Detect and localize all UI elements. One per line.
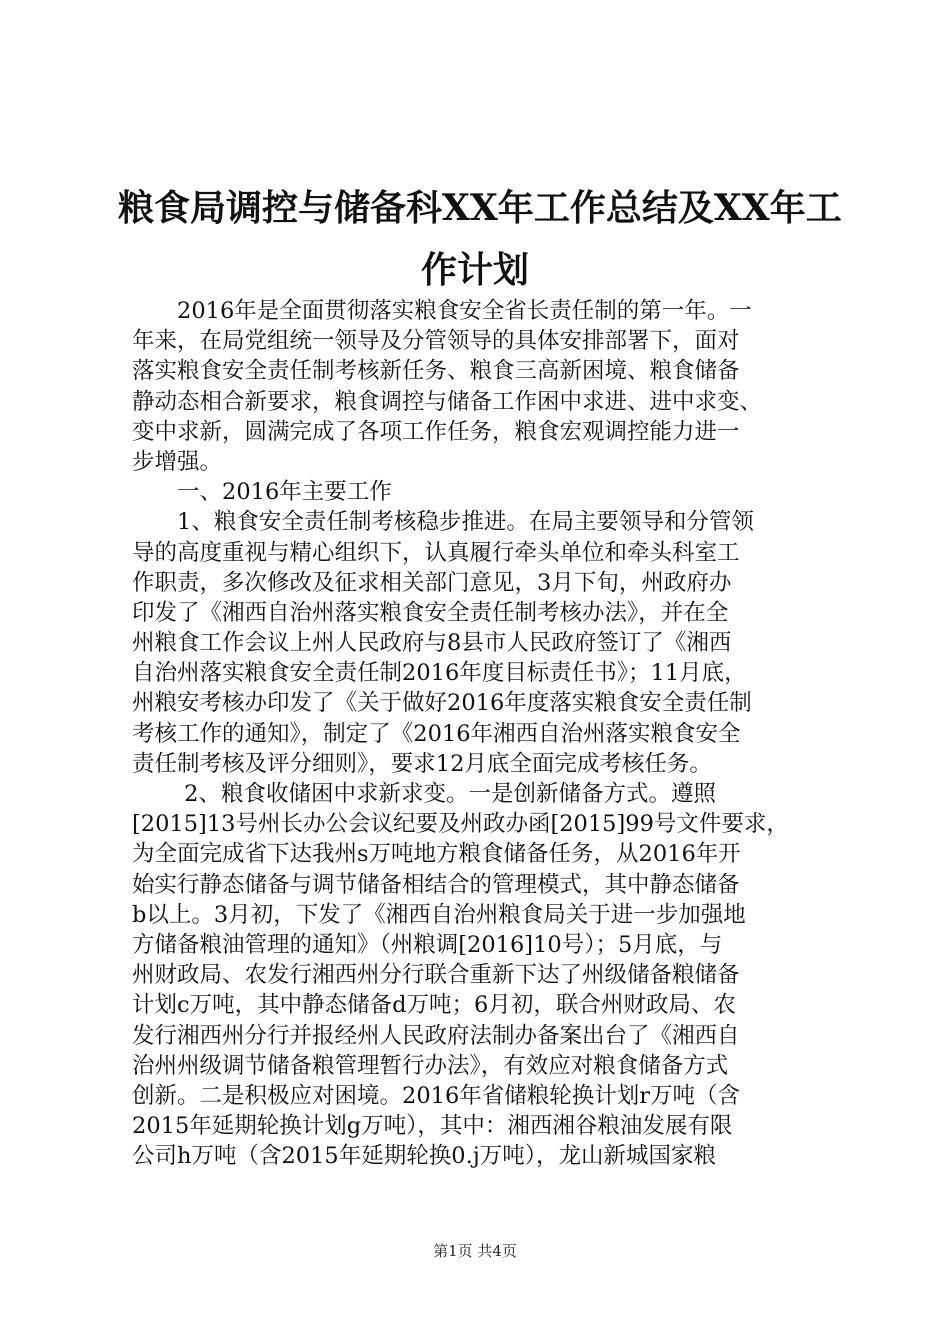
body-line: 静动态相合新要求，粮食调控与储备工作困中求进、进中求变、	[132, 388, 763, 415]
body-line: 导的高度重视与精心组织下，认真履行牵头单位和牵头科室工	[132, 539, 740, 566]
body-line: 作职责，多次修改及征求相关部门意见，3月下旬，州政府办	[132, 569, 732, 596]
body-line: 创新。二是积极应对困境。2016年省储粮轮换计划r万吨（含	[132, 1082, 741, 1109]
body-line: 公司h万吨（含2015年延期轮换0.j万吨），龙山新城国家粮	[132, 1143, 716, 1170]
document-title-line-2: 作计划	[420, 249, 529, 291]
body-line: 治州州级调节储备粮管理暂行办法》，有效应对粮食储备方式	[132, 1052, 729, 1079]
body-line: 1、粮食安全责任制考核稳步推进。在局主要领导和分管领	[132, 509, 754, 536]
body-line: 2、粮食收储困中求新求变。一是创新储备方式。遵照	[132, 781, 716, 807]
body-line: 方储备粮油管理的通知》（州粮调[2016]10号）；5月底，与	[132, 931, 723, 958]
body-line: 年来，在局党组统一领导及分管领导的具体安排部署下，面对	[132, 328, 740, 355]
body-line: 步增强。	[132, 448, 223, 475]
body-line: 发行湘西州分行并报经州人民政府法制办备案出台了《湘西自	[132, 1022, 740, 1049]
body-line: 印发了《湘西自治州落实粮食安全责任制考核办法》，并在全	[132, 599, 729, 626]
body-line: 落实粮食安全责任制考核新任务、粮食三高新困境、粮食储备	[132, 358, 740, 385]
body-line: 一、2016年主要工作	[132, 479, 392, 506]
body-line: 考核工作的通知》，制定了《2016年湘西自治州落实粮食安全	[132, 720, 741, 747]
body-line: 州粮安考核办印发了《关于做好2016年度落实粮食安全责任制	[132, 690, 752, 717]
document-title-line-1: 粮食局调控与储备科XX年工作总结及XX年工	[118, 187, 842, 229]
body-line: [2015]13号州长办公会议纪要及州政办函[2015]99号文件要求，	[132, 811, 789, 838]
body-line: 责任制考核及评分细则》，要求12月底全面完成考核任务。	[132, 750, 712, 777]
body-line: 变中求新，圆满完成了各项工作任务，粮食宏观调控能力进一	[132, 418, 740, 445]
body-line: 计划c万吨，其中静态储备d万吨；6月初，联合州财政局、农	[132, 992, 736, 1019]
body-line: b以上。3月初，下发了《湘西自治州粮食局关于进一步加强地	[132, 901, 746, 928]
body-line: 州粮食工作会议上州人民政府与8县市人民政府签订了《湘西	[132, 630, 732, 657]
body-line: 为全面完成省下达我州s万吨地方粮食储备任务，从2016年开	[132, 841, 741, 868]
document-body	[132, 296, 838, 1171]
page-footer: 第1页 共4页	[433, 1242, 517, 1260]
body-line: 州财政局、农发行湘西州分行联合重新下达了州级储备粮储备	[132, 962, 740, 989]
body-line: 始实行静态储备与调节储备相结合的管理模式，其中静态储备	[132, 871, 740, 898]
body-line: 2016年是全面贯彻落实粮食安全省长责任制的第一年。一	[132, 298, 752, 324]
body-line: 2015年延期轮换计划g万吨），其中：湘西湘谷粮油发展有限	[132, 1113, 733, 1140]
body-line: 自治州落实粮食安全责任制2016年度目标责任书》；11月底，	[132, 660, 747, 687]
